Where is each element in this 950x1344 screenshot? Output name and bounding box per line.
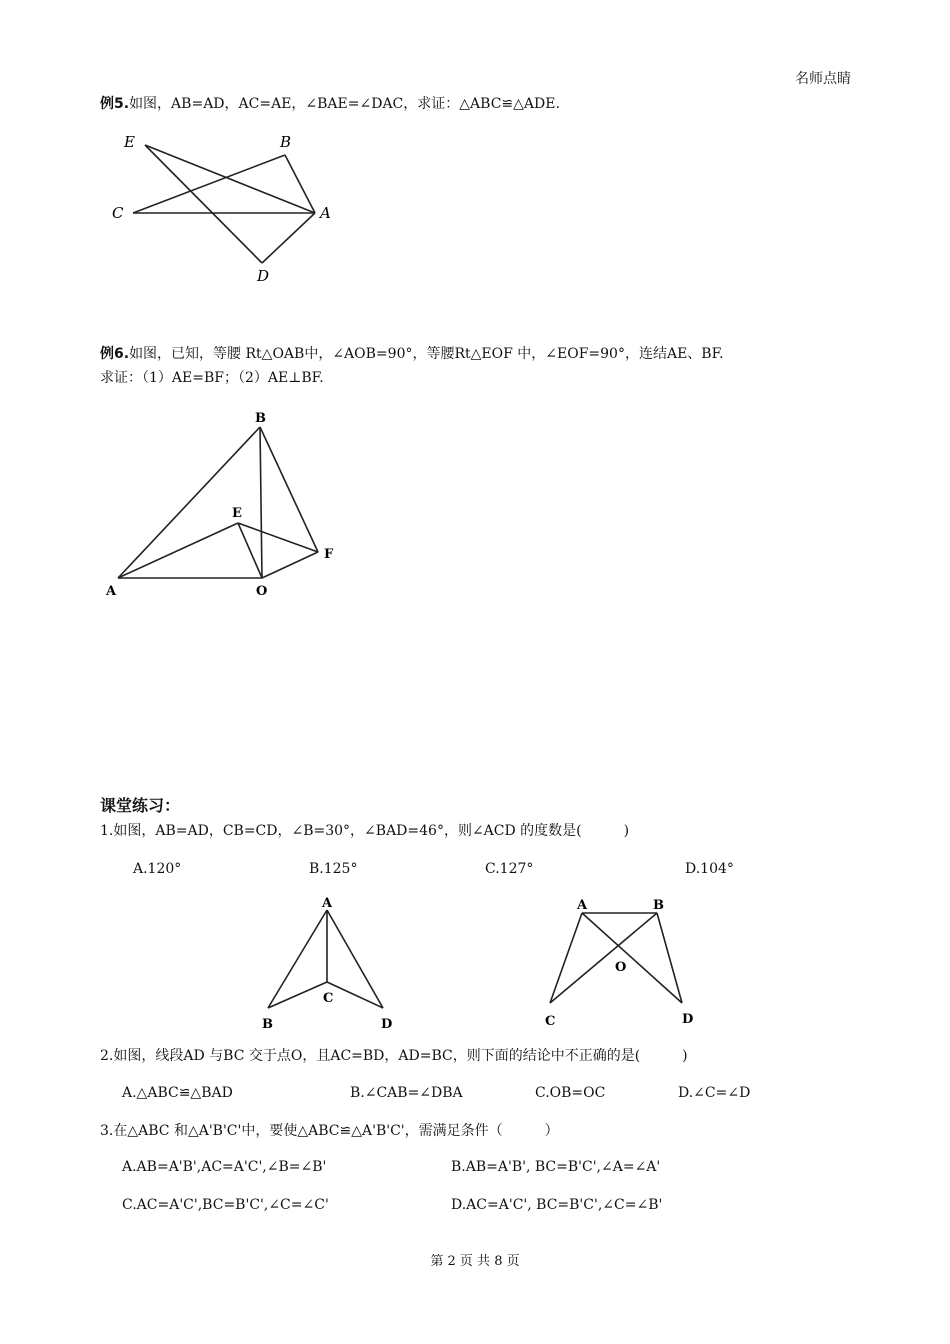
segment-BD <box>657 913 682 1003</box>
example5-statement <box>100 95 560 113</box>
example6-figure <box>100 405 360 605</box>
q1-option-a: A.120° <box>133 861 182 877</box>
segment-AD <box>582 913 682 1003</box>
label-D: D <box>381 1017 393 1032</box>
example6-prove: 求证：（1）AE=BF；（2）AE⊥BF. <box>100 370 324 386</box>
q3-option-c: C.AC=A'C',BC=B'C',∠C=∠C' <box>122 1197 329 1213</box>
example6-label: 例6. <box>100 346 130 362</box>
label-A: A <box>577 898 588 913</box>
q2-option-c: C.OB=OC <box>535 1085 606 1101</box>
label-C: C <box>545 1014 556 1029</box>
example6-statement <box>100 345 724 363</box>
q2-text: 2.如图，线段AD 与BC 交于点O，且AC=BD，AD=BC，则下面的结论中不正确的是( ) <box>100 1048 688 1064</box>
segment-BA <box>285 155 315 213</box>
q3-text: 3.在△ABC 和△A'B'C'中，要使△ABC≌△A'B'C'，需满足条件（ ） <box>100 1123 559 1139</box>
segment-EO <box>238 523 262 578</box>
label-O: O <box>615 960 627 975</box>
segment-BO <box>260 427 262 578</box>
segment-EA <box>145 145 315 213</box>
q2-option-b: B.∠CAB=∠DBA <box>350 1085 463 1101</box>
q1-option-d: D.104° <box>685 861 734 877</box>
q3-option-b: B.AB=A'B', BC=B'C',∠A=∠A' <box>451 1159 661 1175</box>
segment-AB <box>268 910 327 1008</box>
segment-AB <box>118 427 260 578</box>
label-B: B <box>262 1017 273 1032</box>
label-A: A <box>106 584 117 599</box>
q2-figure <box>535 890 715 1035</box>
label-E: E <box>232 506 242 521</box>
example5-figure <box>100 125 360 285</box>
segment-OF <box>262 552 318 578</box>
example6-line1: 如图，已知，等腰 Rt△OAB中，∠AOB=90°，等腰Rt△EOF 中，∠EOF=90°，连结AE、BF. <box>129 346 724 362</box>
label-E: E <box>124 133 135 151</box>
q2-option-a: A.△ABC≌△BAD <box>122 1085 233 1101</box>
header-note: 名师点睛 <box>795 71 851 87</box>
q3-option-d: D.AC=A'C', BC=B'C',∠C=∠B' <box>451 1197 663 1213</box>
label-A: A <box>322 896 333 911</box>
label-F: F <box>324 547 334 562</box>
q3-option-a: A.AB=A'B',AC=A'C',∠B=∠B' <box>122 1159 327 1175</box>
q1-text: 1.如图，AB=AD，CB=CD，∠B=30°，∠BAD=46°，则∠ACD 的度数是( ) <box>100 823 630 839</box>
label-O: O <box>256 584 268 599</box>
segment-BC <box>268 982 327 1008</box>
q1-option-b: B.125° <box>309 861 358 877</box>
segment-ED <box>145 145 262 263</box>
segment-CD <box>327 982 383 1008</box>
segment-BF <box>260 427 318 552</box>
segment-AE <box>118 523 238 578</box>
label-D: D <box>257 267 270 285</box>
label-B: B <box>653 898 664 913</box>
label-B: B <box>255 411 266 426</box>
example5-text: 如图，AB=AD，AC=AE，∠BAE=∠DAC，求证：△ABC≌△ADE. <box>129 96 560 112</box>
label-A: A <box>320 204 331 222</box>
label-B: B <box>280 133 292 151</box>
practice-heading: 课堂练习： <box>100 796 181 815</box>
label-D: D <box>682 1012 694 1027</box>
label-C: C <box>112 204 124 222</box>
page-number: 第 2 页 共 8 页 <box>430 1254 520 1269</box>
label-C: C <box>323 991 334 1006</box>
q1-figure <box>250 890 410 1040</box>
q1-option-c: C.127° <box>485 861 534 877</box>
example5-label: 例5. <box>100 96 130 112</box>
segment-AD <box>262 213 315 263</box>
q2-option-d: D.∠C=∠D <box>678 1085 751 1101</box>
segment-AD <box>327 910 383 1008</box>
segment-CB <box>133 155 285 213</box>
